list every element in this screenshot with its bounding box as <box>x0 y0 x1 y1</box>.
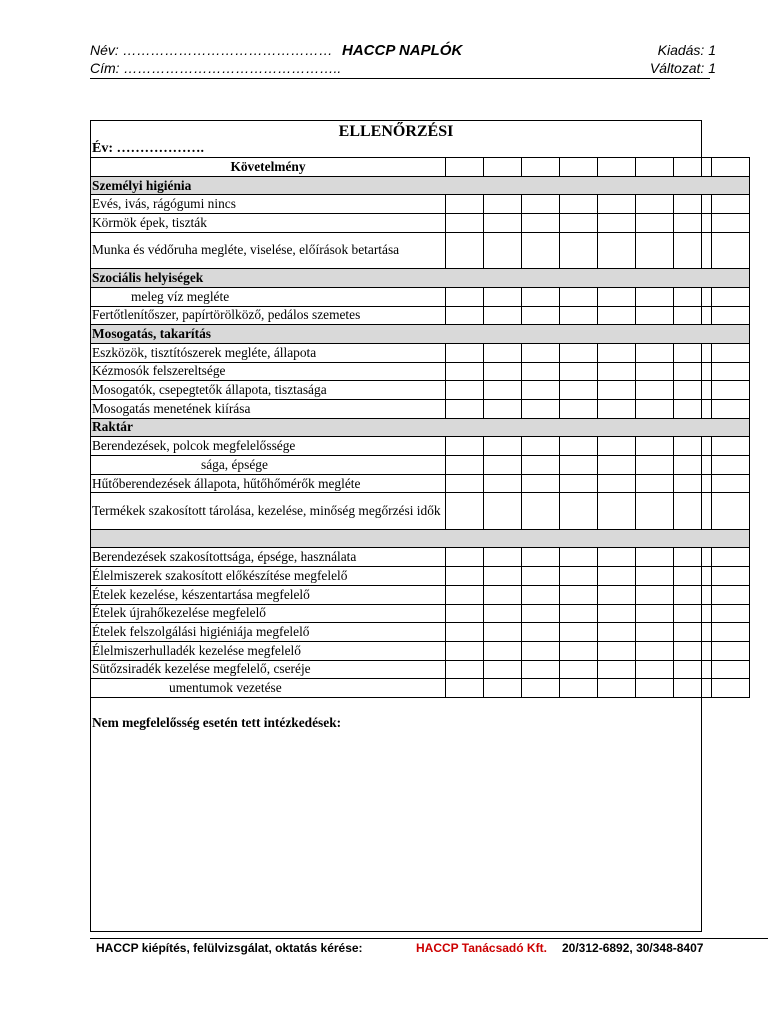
check-cell[interactable] <box>560 493 598 529</box>
check-cell[interactable] <box>560 548 598 567</box>
check-cell[interactable] <box>446 474 484 493</box>
table-row <box>91 381 750 400</box>
check-cell[interactable] <box>674 679 712 698</box>
check-cell[interactable] <box>522 493 560 529</box>
check-cell[interactable] <box>522 548 560 567</box>
check-cell[interactable] <box>560 381 598 400</box>
check-cell[interactable] <box>560 660 598 679</box>
check-cell[interactable] <box>674 548 712 567</box>
check-cell[interactable] <box>674 474 712 493</box>
check-cell[interactable] <box>446 399 484 418</box>
check-cell[interactable] <box>636 641 674 660</box>
section-title: Szociális helyiségek <box>91 269 750 288</box>
check-cell[interactable] <box>598 585 636 604</box>
check-cell[interactable] <box>674 214 712 233</box>
requirement-text: Ételek újrahőkezelése megfelelő <box>91 604 446 623</box>
check-cell[interactable] <box>446 660 484 679</box>
requirement-text: Mosogatók, csepegtetők állapota, tisztasága <box>91 381 446 400</box>
requirement-text: Eszközök, tisztítószerek megléte, állapota <box>91 343 446 362</box>
header-divider <box>90 78 710 79</box>
check-cell[interactable] <box>484 343 522 362</box>
check-cell[interactable] <box>522 381 560 400</box>
check-cell[interactable] <box>560 456 598 475</box>
check-cell[interactable] <box>446 343 484 362</box>
check-cell[interactable] <box>522 437 560 456</box>
check-cell[interactable] <box>484 214 522 233</box>
table-row <box>91 641 750 660</box>
check-cell[interactable] <box>446 604 484 623</box>
check-cell[interactable] <box>522 660 560 679</box>
check-cell[interactable] <box>484 381 522 400</box>
check-cell[interactable] <box>522 343 560 362</box>
check-cell[interactable] <box>560 362 598 381</box>
check-cell[interactable] <box>598 232 636 268</box>
check-cell[interactable] <box>712 362 750 381</box>
check-cell[interactable] <box>446 195 484 214</box>
requirement-text: Termékek szakosított tárolása, kezelése, minőség megőrzési idők <box>91 493 446 529</box>
check-cell[interactable] <box>712 660 750 679</box>
checklist-table <box>90 157 750 698</box>
check-cell[interactable] <box>636 437 674 456</box>
check-cell[interactable] <box>560 287 598 306</box>
check-cell[interactable] <box>522 399 560 418</box>
check-cell[interactable] <box>560 604 598 623</box>
section-row <box>91 269 750 288</box>
requirement-text: Berendezések szakosítottsága, épsége, használata <box>91 548 446 567</box>
check-cell[interactable] <box>712 287 750 306</box>
check-cell[interactable] <box>674 437 712 456</box>
page-title: HACCP NAPLÓK <box>342 42 463 59</box>
check-cell[interactable] <box>560 214 598 233</box>
check-cell[interactable] <box>446 585 484 604</box>
check-cell[interactable] <box>446 679 484 698</box>
check-cell[interactable] <box>484 474 522 493</box>
table-row <box>91 456 750 475</box>
check-cell[interactable] <box>560 567 598 586</box>
check-cell[interactable] <box>484 456 522 475</box>
check-cell[interactable] <box>674 641 712 660</box>
section-row <box>91 418 750 437</box>
check-cell[interactable] <box>446 362 484 381</box>
check-cell[interactable] <box>636 287 674 306</box>
check-cell[interactable] <box>674 456 712 475</box>
check-column-header <box>598 158 636 177</box>
check-cell[interactable] <box>598 381 636 400</box>
check-cell[interactable] <box>712 343 750 362</box>
check-cell[interactable] <box>598 623 636 642</box>
footer-phones: 20/312-6892, 30/348-8407 <box>562 941 704 955</box>
requirement-text: Ételek felszolgálási higiéniája megfelelő <box>91 623 446 642</box>
check-cell[interactable] <box>446 641 484 660</box>
check-cell[interactable] <box>522 474 560 493</box>
check-cell[interactable] <box>522 214 560 233</box>
check-cell[interactable] <box>522 195 560 214</box>
check-cell[interactable] <box>522 456 560 475</box>
check-cell[interactable] <box>560 679 598 698</box>
table-row <box>91 604 750 623</box>
section-title: Raktár <box>91 418 750 437</box>
check-cell[interactable] <box>674 604 712 623</box>
table-row <box>91 567 750 586</box>
check-column-header <box>674 158 712 177</box>
check-cell[interactable] <box>598 456 636 475</box>
check-cell[interactable] <box>560 399 598 418</box>
check-cell[interactable] <box>674 623 712 642</box>
check-cell[interactable] <box>484 567 522 586</box>
check-cell[interactable] <box>446 287 484 306</box>
requirement-text: Körmök épek, tiszták <box>91 214 446 233</box>
check-cell[interactable] <box>598 474 636 493</box>
check-cell[interactable] <box>636 474 674 493</box>
check-cell[interactable] <box>484 287 522 306</box>
check-cell[interactable] <box>598 362 636 381</box>
check-cell[interactable] <box>522 623 560 642</box>
check-cell[interactable] <box>674 381 712 400</box>
check-cell[interactable] <box>674 399 712 418</box>
check-column-header <box>446 158 484 177</box>
check-cell[interactable] <box>674 343 712 362</box>
check-cell[interactable] <box>712 548 750 567</box>
check-cell[interactable] <box>712 232 750 268</box>
year-field-label: Év: ………………. <box>92 141 204 156</box>
check-cell[interactable] <box>636 567 674 586</box>
requirement-text: Berendezések, polcok megfelelőssége <box>91 437 446 456</box>
address-field-label: Cím: ……………………………………….. <box>90 60 342 76</box>
check-cell[interactable] <box>484 548 522 567</box>
requirement-text: Élelmiszerhulladék kezelése megfelelő <box>91 641 446 660</box>
table-row <box>91 623 750 642</box>
check-cell[interactable] <box>484 306 522 325</box>
check-cell[interactable] <box>636 585 674 604</box>
requirement-text: Sütőzsiradék kezelése megfelelő, cseréje <box>91 660 446 679</box>
check-cell[interactable] <box>636 660 674 679</box>
check-cell[interactable] <box>598 195 636 214</box>
check-cell[interactable] <box>636 548 674 567</box>
check-cell[interactable] <box>712 641 750 660</box>
footer-request-text: HACCP kiépítés, felülvizsgálat, oktatás kérése: <box>96 941 363 955</box>
check-cell[interactable] <box>484 679 522 698</box>
check-cell[interactable] <box>636 195 674 214</box>
check-cell[interactable] <box>446 456 484 475</box>
check-cell[interactable] <box>674 195 712 214</box>
table-row <box>91 548 750 567</box>
check-cell[interactable] <box>522 232 560 268</box>
check-cell[interactable] <box>522 641 560 660</box>
table-row <box>91 306 750 325</box>
check-cell[interactable] <box>560 343 598 362</box>
check-cell[interactable] <box>446 232 484 268</box>
table-row <box>91 399 750 418</box>
check-cell[interactable] <box>674 660 712 679</box>
check-cell[interactable] <box>484 437 522 456</box>
check-cell[interactable] <box>636 214 674 233</box>
name-field-label: Név: ……………………………………… <box>90 42 333 58</box>
check-cell[interactable] <box>712 195 750 214</box>
table-row <box>91 679 750 698</box>
check-cell[interactable] <box>712 399 750 418</box>
check-cell[interactable] <box>522 362 560 381</box>
check-cell[interactable] <box>522 287 560 306</box>
check-cell[interactable] <box>446 381 484 400</box>
check-cell[interactable] <box>636 399 674 418</box>
check-column-header <box>522 158 560 177</box>
footer-company: HACCP Tanácsadó Kft. <box>416 941 547 955</box>
checklist-form <box>90 120 702 932</box>
table-row <box>91 660 750 679</box>
corrective-actions-label: Nem megfelelősség esetén tett intézkedések: <box>92 715 342 730</box>
requirement-text: sága, épsége <box>91 456 446 475</box>
check-cell[interactable] <box>522 604 560 623</box>
check-cell[interactable] <box>522 585 560 604</box>
form-title: ELLENŐRZÉSI <box>338 123 454 140</box>
check-cell[interactable] <box>560 306 598 325</box>
check-column-header <box>712 158 750 177</box>
section-title: Mosogatás, takarítás <box>91 325 750 344</box>
check-cell[interactable] <box>598 548 636 567</box>
check-cell[interactable] <box>598 306 636 325</box>
table-row <box>91 493 750 529</box>
requirement-column-header: Követelmény <box>91 158 446 177</box>
section-title: Személyi higiénia <box>91 176 750 195</box>
check-cell[interactable] <box>598 343 636 362</box>
check-cell[interactable] <box>598 679 636 698</box>
requirement-text: Mosogatás menetének kiírása <box>91 399 446 418</box>
check-cell[interactable] <box>522 306 560 325</box>
table-header-row <box>91 158 750 177</box>
edition-label: Kiadás: 1 <box>657 42 716 58</box>
check-cell[interactable] <box>446 623 484 642</box>
check-cell[interactable] <box>712 493 750 529</box>
version-label: Változat: 1 <box>649 60 716 76</box>
table-row <box>91 474 750 493</box>
check-cell[interactable] <box>636 493 674 529</box>
check-cell[interactable] <box>484 195 522 214</box>
check-cell[interactable] <box>674 306 712 325</box>
check-cell[interactable] <box>598 641 636 660</box>
check-cell[interactable] <box>446 437 484 456</box>
check-cell[interactable] <box>598 567 636 586</box>
requirement-text: Hűtőberendezések állapota, hűtőhőmérők megléte <box>91 474 446 493</box>
check-cell[interactable] <box>636 456 674 475</box>
check-cell[interactable] <box>522 567 560 586</box>
table-row <box>91 437 750 456</box>
check-cell[interactable] <box>560 232 598 268</box>
check-cell[interactable] <box>598 660 636 679</box>
check-column-header <box>636 158 674 177</box>
check-cell[interactable] <box>484 362 522 381</box>
section-title <box>91 529 750 548</box>
check-cell[interactable] <box>484 232 522 268</box>
check-cell[interactable] <box>598 437 636 456</box>
check-cell[interactable] <box>446 214 484 233</box>
check-cell[interactable] <box>636 623 674 642</box>
check-cell[interactable] <box>522 679 560 698</box>
check-cell[interactable] <box>636 604 674 623</box>
check-cell[interactable] <box>674 287 712 306</box>
requirement-text: meleg víz megléte <box>91 287 446 306</box>
check-cell[interactable] <box>636 232 674 268</box>
requirement-text: Evés, ivás, rágógumi nincs <box>91 195 446 214</box>
requirement-text: Fertőtlenítőszer, papírtörölköző, pedálos szemetes <box>91 306 446 325</box>
check-cell[interactable] <box>712 604 750 623</box>
requirement-text: Munka és védőruha megléte, viselése, előírások betartása <box>91 232 446 268</box>
check-cell[interactable] <box>484 604 522 623</box>
check-cell[interactable] <box>446 567 484 586</box>
section-row <box>91 325 750 344</box>
check-cell[interactable] <box>674 232 712 268</box>
check-cell[interactable] <box>712 567 750 586</box>
check-cell[interactable] <box>560 437 598 456</box>
check-cell[interactable] <box>636 343 674 362</box>
check-cell[interactable] <box>674 585 712 604</box>
check-cell[interactable] <box>712 381 750 400</box>
table-row <box>91 195 750 214</box>
check-cell[interactable] <box>598 287 636 306</box>
check-cell[interactable] <box>484 493 522 529</box>
check-cell[interactable] <box>560 641 598 660</box>
check-cell[interactable] <box>560 474 598 493</box>
section-row <box>91 176 750 195</box>
check-cell[interactable] <box>636 306 674 325</box>
check-cell[interactable] <box>712 623 750 642</box>
footer-divider <box>90 938 768 939</box>
requirement-text: Ételek kezelése, készentartása megfelelő <box>91 585 446 604</box>
check-cell[interactable] <box>712 214 750 233</box>
table-row <box>91 214 750 233</box>
check-cell[interactable] <box>674 567 712 586</box>
check-cell[interactable] <box>636 381 674 400</box>
check-cell[interactable] <box>712 306 750 325</box>
table-row <box>91 232 750 268</box>
check-cell[interactable] <box>712 585 750 604</box>
requirement-text: Élelmiszerek szakosított előkészítése megfelelő <box>91 567 446 586</box>
check-cell[interactable] <box>712 437 750 456</box>
check-cell[interactable] <box>484 585 522 604</box>
section-row <box>91 529 750 548</box>
check-cell[interactable] <box>598 493 636 529</box>
check-cell[interactable] <box>484 641 522 660</box>
check-cell[interactable] <box>674 362 712 381</box>
table-row <box>91 585 750 604</box>
check-cell[interactable] <box>446 493 484 529</box>
check-cell[interactable] <box>446 306 484 325</box>
requirement-text: umentumok vezetése <box>91 679 446 698</box>
check-cell[interactable] <box>636 362 674 381</box>
check-cell[interactable] <box>560 585 598 604</box>
table-row <box>91 343 750 362</box>
check-cell[interactable] <box>560 623 598 642</box>
check-cell[interactable] <box>712 474 750 493</box>
check-cell[interactable] <box>598 214 636 233</box>
check-cell[interactable] <box>674 493 712 529</box>
check-cell[interactable] <box>484 623 522 642</box>
requirement-text: Kézmosók felszereltsége <box>91 362 446 381</box>
check-cell[interactable] <box>636 679 674 698</box>
check-column-header <box>560 158 598 177</box>
table-row <box>91 287 750 306</box>
check-cell[interactable] <box>598 399 636 418</box>
check-cell[interactable] <box>712 679 750 698</box>
check-cell[interactable] <box>598 604 636 623</box>
check-cell[interactable] <box>484 399 522 418</box>
check-cell[interactable] <box>446 548 484 567</box>
table-row <box>91 362 750 381</box>
check-cell[interactable] <box>712 456 750 475</box>
check-cell[interactable] <box>560 195 598 214</box>
check-column-header <box>484 158 522 177</box>
check-cell[interactable] <box>484 660 522 679</box>
